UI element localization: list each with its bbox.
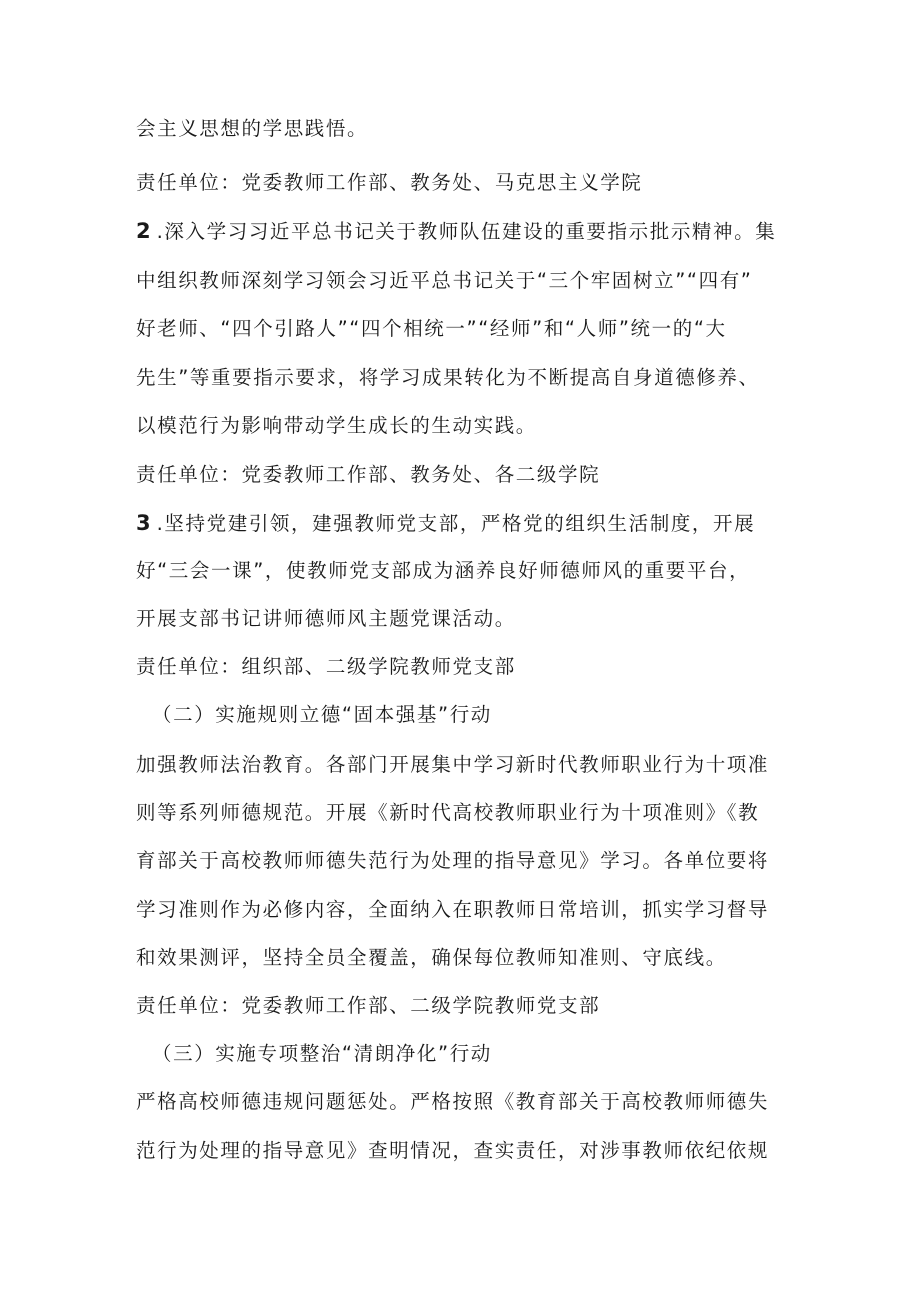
text-line: 和效果测评，坚持全员全覆盖，确保每位教师知准则、守底线。 [136,946,727,969]
item-number: 3 [136,511,157,535]
text-line: 中组织教师深刻学习领会习近平总书记关于“三个牢固树立”“四有” [136,269,753,292]
responsibility-line: 责任单位：党委教师工作部、教务处、马克思主义学院 [136,171,643,194]
responsibility-line: 责任单位：组织部、二级学院教师党支部 [136,655,516,678]
section-heading: （三）实施专项整治“清朗净化”行动 [152,1042,492,1065]
item-heading-text: .深入学习习近平总书记关于教师队伍建设的重要指示批示精神。集 [156,220,777,243]
text-line: 好“三会一课”，使教师党支部成为涵养良好师德师风的重要平台， [136,559,751,582]
text-line: 育部关于高校教师师德失范行为处理的指导意见》学习。各单位要将 [136,849,770,872]
item-number: 2 [136,219,157,243]
text-line: 加强教师法治教育。各部门开展集中学习新时代教师职业行为十项准 [136,753,770,776]
text-line: 范行为处理的指导意见》查明情况，查实责任，对涉事教师依纪依规 [136,1139,770,1162]
text-line: 严格高校师德违规问题惩处。严格按照《教育部关于高校教师师德失 [136,1090,770,1113]
text-line: 则等系列师德规范。开展《新时代高校教师职业行为十项准则》《教 [136,801,760,824]
item-heading-text: .坚持党建引领，建强教师党支部，严格党的组织生活制度，开展 [156,512,756,535]
text-line: 学习准则作为必修内容，全面纳入在职教师日常培训，抓实学习督导 [136,898,770,921]
text-line: 开展支部书记讲师德师风主题党课活动。 [136,607,516,630]
text-line: 以模范行为影响带动学生成长的生动实践。 [136,414,537,437]
section-heading: （二）实施规则立德“固本强基”行动 [152,703,492,726]
text-line: 先生”等重要指示要求，将学习成果转化为不断提高自身道德修养、 [136,366,760,389]
text-line: 会主义思想的学思践悟。 [136,117,369,140]
text-line: 好老师、“四个引路人”“四个相统一”“经师”和“人师”统一的“大 [136,317,727,340]
responsibility-line: 责任单位：党委教师工作部、教务处、各二级学院 [136,463,601,486]
item-heading-2 [136,216,776,246]
responsibility-line: 责任单位：党委教师工作部、二级学院教师党支部 [136,994,601,1017]
item-heading-3 [136,508,755,538]
